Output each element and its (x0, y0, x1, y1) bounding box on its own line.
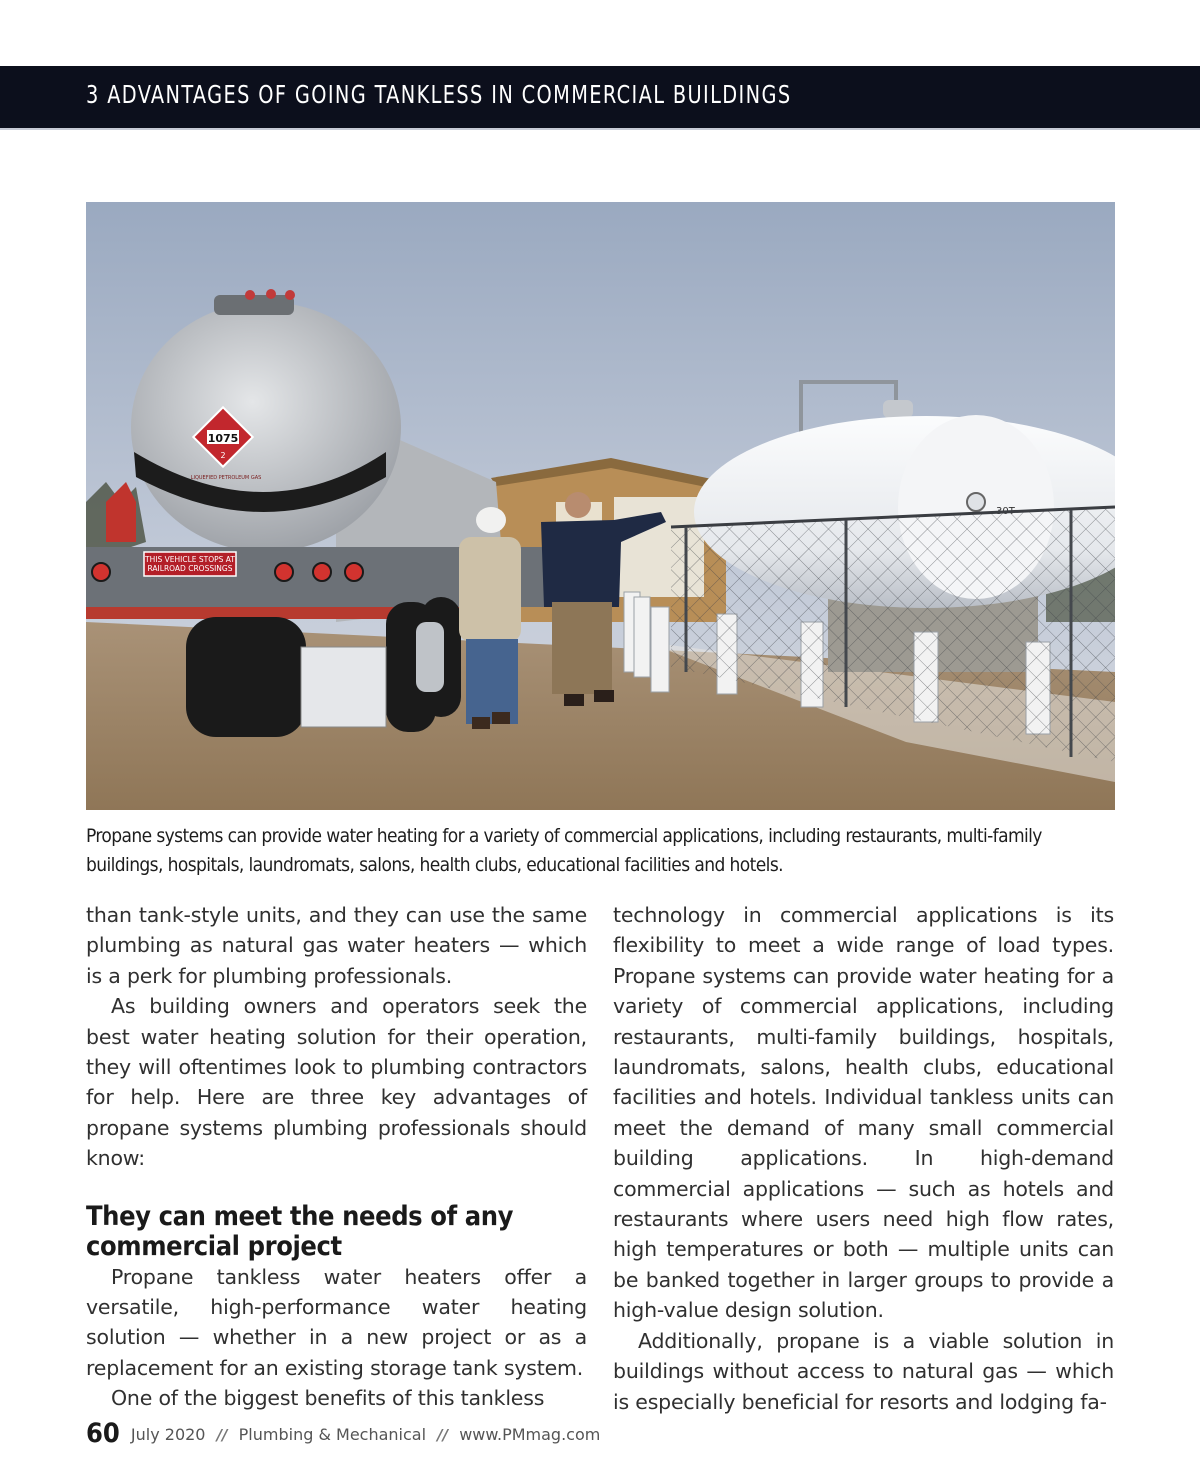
section-subheading: They can meet the needs of any commercial project (86, 1200, 514, 1262)
placard-number: 1075 (207, 432, 239, 445)
rear-sign-line1: THIS VEHICLE STOPS AT (145, 555, 235, 564)
paragraph: One of the biggest benefits of this tankless (111, 1386, 545, 1411)
magazine-url: www.PMmag.com (459, 1425, 601, 1444)
paragraph: Additionally, propane is a viable solution in buildings without access to natural gas — which is especially beneficial for resorts and lodging fa- (613, 1328, 1114, 1414)
tank-label: LIQUEFIED PETROLEUM GAS (190, 475, 262, 481)
section-banner (0, 66, 1200, 130)
page-number: 60 (86, 1418, 120, 1449)
footer-separator: // (437, 1426, 449, 1444)
article-photo (86, 202, 1115, 810)
page-footer (86, 1418, 600, 1449)
photo-caption: Propane systems can provide water heating for a variety of commercial applications, including restaurants, multi-family buildings, hospitals, laundromats, salons, health clubs, educational facilities and hotels. (86, 825, 1042, 876)
magazine-name: Plumbing & Mechanical (238, 1425, 427, 1444)
issue-date: July 2020 (130, 1425, 206, 1444)
paragraph: technology in commercial applications is its flexibility to meet a wide range of load types. Propane systems can provide water heating for a variety of commercial applications, including restaurants, multi-family buildings, hospitals, laundromats, salons, health clubs, educational facilities and hotels. Individual tankless units can meet the demand of many small commercial building applications. In high-demand commercial applications — such as hotels and restaurants where users need high flow rates, high temperatures or both — multiple units can be banked together in larger groups to provide a high-value design solution. (613, 903, 1114, 1323)
rear-sign-line2: RAILROAD CROSSINGS (147, 564, 233, 573)
paragraph: than tank-style units, and they can use the same plumbing as natural gas water heaters — which is a perk for plumbing professionals. (86, 903, 587, 988)
paragraph: Propane tankless water heaters offer a versatile, high-performance water heating solution — whether in a new project or as a replacement for an existing storage tank system. (86, 1264, 587, 1380)
placard-class: 2 (220, 451, 226, 460)
footer-separator: // (216, 1426, 228, 1444)
article-column-right (613, 900, 1114, 1417)
section-title: 3 ADVANTAGES OF GOING TANKLESS IN COMMERCIAL BUILDINGS (86, 80, 792, 109)
paragraph: As building owners and operators seek the best water heating solution for their operation, they will oftentimes look to plumbing contractors for help. Here are three key advantages of propane systems plumbing professionals should know: (86, 994, 587, 1171)
article-column-left (86, 900, 587, 1414)
